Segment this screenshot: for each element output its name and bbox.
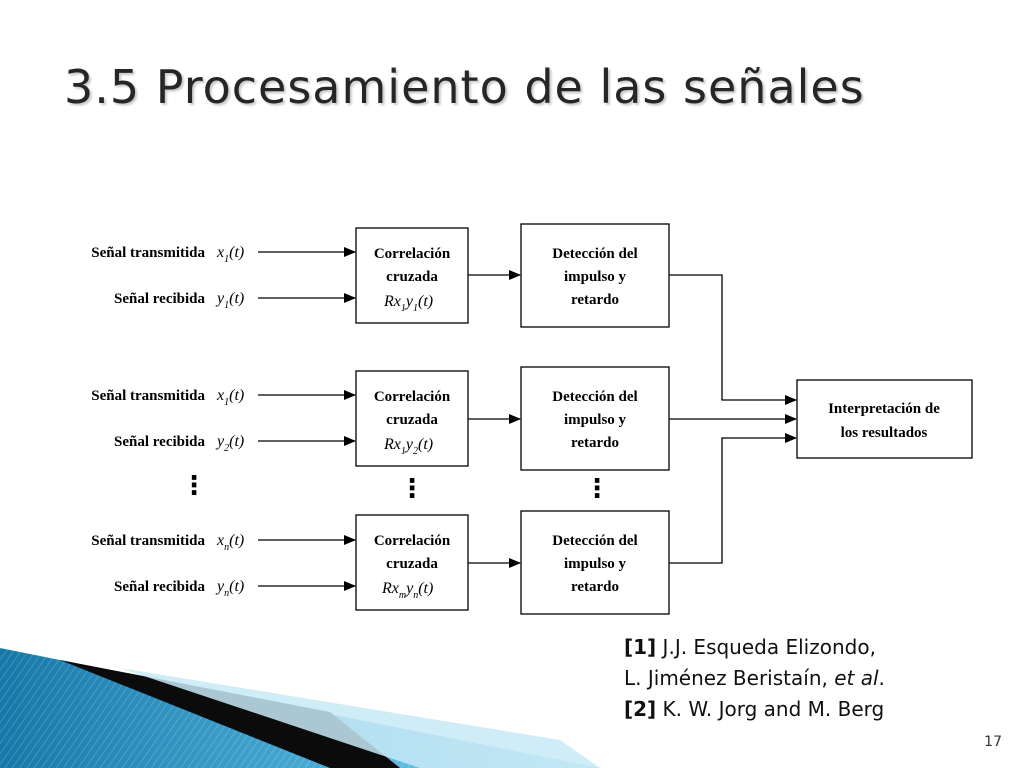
tx-label: Señal transmitida — [91, 533, 205, 549]
results-interpretation-block — [797, 380, 972, 458]
svg-text:impulso y: impulso y — [563, 269, 627, 285]
tx-label: Señal transmitida — [91, 388, 205, 404]
reference-1: [1] J.J. Esqueda Elizondo, — [624, 635, 876, 659]
svg-text:impulso y: impulso y — [563, 412, 627, 428]
references — [624, 632, 885, 725]
correlation-expression: $Rx_my_n(t)$ — [382, 580, 434, 601]
slide-title: 3.5 Procesamiento de las señales — [64, 60, 865, 114]
ellipsis-signals: ⋮ — [181, 471, 207, 501]
rx-label: Señal recibida — [114, 291, 205, 307]
svg-text:cruzada: cruzada — [386, 412, 438, 428]
processing-row-2 — [91, 367, 796, 470]
rx-signal: $y_n(t)$ — [217, 578, 245, 599]
tx-signal: $x_n(t)$ — [217, 532, 245, 553]
svg-text:Correlación: Correlación — [373, 389, 451, 405]
svg-text:cruzada: cruzada — [386, 556, 438, 572]
reference-2: [2] K. W. Jorg and M. Berg — [624, 697, 885, 721]
svg-text:Detección del: Detección del — [552, 533, 638, 549]
tx-label: Señal transmitida — [91, 245, 205, 261]
svg-text:retardo: retardo — [570, 579, 620, 595]
svg-text:los resultados: los resultados — [840, 425, 928, 441]
rx-label: Señal recibida — [114, 434, 205, 450]
svg-text:cruzada: cruzada — [386, 269, 438, 285]
svg-text:retardo: retardo — [570, 435, 620, 451]
correlation-expression: $Rx_1y_2(t)$ — [384, 436, 434, 457]
ellipsis-detection: ⋮ — [584, 474, 610, 504]
ellipsis-correlation: ⋮ — [399, 474, 425, 504]
rx-signal: $y_2(t)$ — [217, 433, 245, 454]
svg-text:Interpretación de: Interpretación de — [828, 401, 940, 417]
rx-signal: $y_1(t)$ — [217, 290, 245, 311]
tx-signal: $x_1(t)$ — [217, 387, 245, 408]
correlation-expression: $Rx_1y_1(t)$ — [384, 293, 434, 314]
svg-text:Detección del: Detección del — [552, 246, 638, 262]
reference-1-continued: L. Jiménez Beristaín, et al. — [624, 666, 885, 690]
svg-text:Correlación: Correlación — [373, 533, 451, 549]
rx-label: Señal recibida — [114, 579, 205, 595]
decorative-corner-graphic — [0, 648, 600, 768]
page-number: 17 — [984, 734, 1002, 750]
svg-text:impulso y: impulso y — [563, 556, 627, 572]
svg-text:retardo: retardo — [570, 292, 620, 308]
tx-signal: $x_1(t)$ — [217, 244, 245, 265]
svg-text:Detección del: Detección del — [552, 389, 638, 405]
svg-text:Correlación: Correlación — [373, 246, 451, 262]
